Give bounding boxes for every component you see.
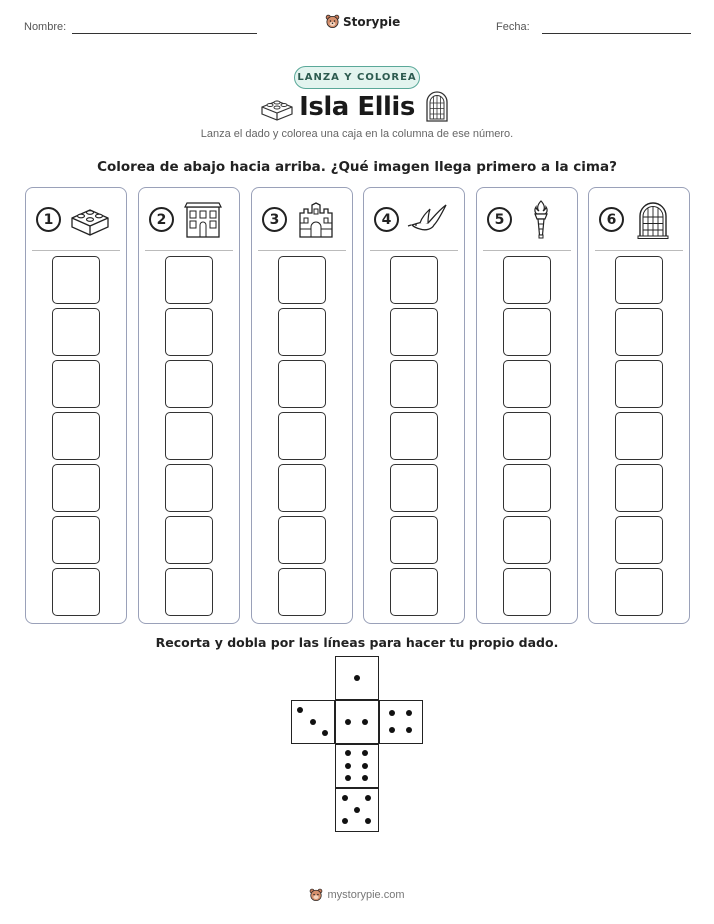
footer-url: mystorypie.com xyxy=(327,889,405,901)
color-box[interactable] xyxy=(390,568,438,616)
column-divider xyxy=(145,250,233,251)
color-box[interactable] xyxy=(615,464,663,512)
dice-face-4 xyxy=(379,700,423,744)
column-6 xyxy=(588,187,690,624)
activity-badge: LANZA Y COLOREA xyxy=(294,66,420,89)
dice-pip xyxy=(310,719,316,725)
dice-pip xyxy=(345,763,351,769)
color-box[interactable] xyxy=(503,308,551,356)
instruction-text: Colorea de abajo hacia arriba. ¿Qué imagen llega primero a la cima? xyxy=(97,159,617,175)
column-number: 5 xyxy=(487,207,512,232)
date-line[interactable] xyxy=(542,33,691,34)
name-label: Nombre: xyxy=(24,21,67,33)
bear-mascot-icon xyxy=(309,888,323,902)
dice-pip xyxy=(354,807,360,813)
dice-pip xyxy=(354,675,360,681)
color-box[interactable] xyxy=(390,308,438,356)
dice-pip xyxy=(345,719,351,725)
torch-icon xyxy=(519,199,563,239)
dice-instruction: Recorta y dobla por las líneas para hacer tu propio dado. xyxy=(155,635,559,650)
column-4 xyxy=(363,187,465,624)
color-box[interactable] xyxy=(615,568,663,616)
color-box[interactable] xyxy=(503,464,551,512)
color-box[interactable] xyxy=(165,256,213,304)
column-divider xyxy=(32,250,120,251)
color-box[interactable] xyxy=(615,412,663,460)
column-divider xyxy=(370,250,458,251)
column-number: 1 xyxy=(36,207,61,232)
brick-icon xyxy=(68,199,112,239)
dice-face-5 xyxy=(335,788,379,832)
color-box[interactable] xyxy=(52,568,100,616)
window-title-icon xyxy=(425,90,449,122)
bear-mascot-icon xyxy=(325,14,340,29)
column-number: 6 xyxy=(599,207,624,232)
dice-pip xyxy=(345,750,351,756)
column-divider xyxy=(258,250,346,251)
column-divider xyxy=(483,250,571,251)
color-box[interactable] xyxy=(503,568,551,616)
color-box[interactable] xyxy=(278,360,326,408)
color-box[interactable] xyxy=(503,360,551,408)
dice-pip xyxy=(389,710,395,716)
color-box[interactable] xyxy=(165,516,213,564)
dice-pip xyxy=(389,727,395,733)
column-number: 2 xyxy=(149,207,174,232)
color-box[interactable] xyxy=(52,412,100,460)
color-box[interactable] xyxy=(165,308,213,356)
color-box[interactable] xyxy=(390,256,438,304)
color-box[interactable] xyxy=(165,360,213,408)
color-box[interactable] xyxy=(52,256,100,304)
dice-face-3 xyxy=(291,700,335,744)
color-box[interactable] xyxy=(52,516,100,564)
color-box[interactable] xyxy=(503,412,551,460)
color-box[interactable] xyxy=(390,412,438,460)
dice-face-2 xyxy=(335,700,379,744)
subtitle: Lanza el dado y colorea una caja en la columna de ese número. xyxy=(200,128,514,140)
color-box[interactable] xyxy=(278,412,326,460)
dice-pip xyxy=(406,727,412,733)
color-box[interactable] xyxy=(278,308,326,356)
date-label: Fecha: xyxy=(496,21,530,33)
dice-pip xyxy=(406,710,412,716)
color-box[interactable] xyxy=(390,516,438,564)
color-box[interactable] xyxy=(615,360,663,408)
color-box[interactable] xyxy=(390,360,438,408)
dice-pip xyxy=(362,775,368,781)
column-3 xyxy=(251,187,353,624)
color-box[interactable] xyxy=(278,256,326,304)
column-1 xyxy=(25,187,127,624)
column-5 xyxy=(476,187,578,624)
color-box[interactable] xyxy=(165,412,213,460)
page-title: Isla Ellis xyxy=(299,92,415,122)
dice-pip xyxy=(362,763,368,769)
brand-name: Storypie xyxy=(343,14,401,29)
color-box[interactable] xyxy=(278,464,326,512)
dice-pip xyxy=(345,775,351,781)
footer xyxy=(0,888,714,902)
color-box[interactable] xyxy=(278,568,326,616)
dice-face-1 xyxy=(335,656,379,700)
dice-pip xyxy=(297,707,303,713)
color-box[interactable] xyxy=(52,308,100,356)
color-box[interactable] xyxy=(52,360,100,408)
color-box[interactable] xyxy=(503,516,551,564)
building-icon xyxy=(181,199,225,239)
color-box[interactable] xyxy=(278,516,326,564)
seagull-icon xyxy=(406,199,450,239)
color-box[interactable] xyxy=(615,516,663,564)
brand-logo xyxy=(325,14,400,29)
dice-pip xyxy=(342,795,348,801)
color-box[interactable] xyxy=(503,256,551,304)
name-line[interactable] xyxy=(72,33,257,34)
dice-pip xyxy=(342,818,348,824)
color-box[interactable] xyxy=(52,464,100,512)
dice-pip xyxy=(322,730,328,736)
arched-window-icon xyxy=(631,199,675,239)
color-box[interactable] xyxy=(165,464,213,512)
column-number: 4 xyxy=(374,207,399,232)
dice-pip xyxy=(362,750,368,756)
color-box[interactable] xyxy=(165,568,213,616)
castle-icon xyxy=(294,199,338,239)
dice-pip xyxy=(365,818,371,824)
color-box[interactable] xyxy=(615,256,663,304)
column-2 xyxy=(138,187,240,624)
dice-pip xyxy=(365,795,371,801)
color-box[interactable] xyxy=(615,308,663,356)
dice-face-6 xyxy=(335,744,379,788)
dice-pip xyxy=(362,719,368,725)
column-divider xyxy=(595,250,683,251)
column-number: 3 xyxy=(262,207,287,232)
color-box[interactable] xyxy=(390,464,438,512)
